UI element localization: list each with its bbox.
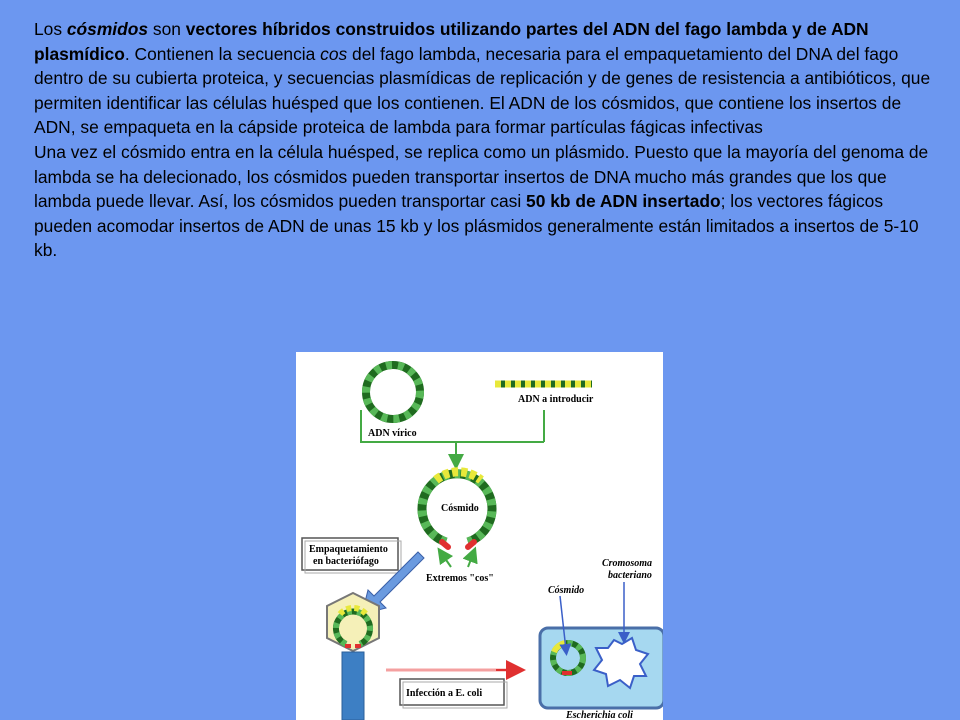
label-empaquetamiento-2: en bacteriófago (313, 556, 379, 567)
label-empaquetamiento-1: Empaquetamiento (309, 544, 388, 555)
paragraph-cosmids-replication (34, 140, 934, 263)
paragraph-cosmids-definition (34, 17, 934, 140)
bacteriophage (327, 593, 379, 720)
cos-arrow-left (442, 554, 451, 567)
label-cosmido-cell: Cósmido (548, 585, 585, 596)
text-run: son (148, 19, 186, 39)
label-adn-virico: ADN vírico (368, 428, 417, 439)
label-cromosoma-2: bacteriano (608, 570, 652, 581)
text-run: Una vez el cósmido entra en la célula huésped, se replica como un plásmido. Puesto que la mayoría del genoma de lambda se ha delecionado, los cósmidos pueden transportar insertos de DNA mucho más grandes que los que lambda puede llevar. Así, los cósmidos pueden transportar casi (34, 141, 929, 212)
bold-insert-size: 50 kb de ADN insertado (526, 191, 721, 212)
text-run: Los (34, 19, 67, 39)
label-extremos-cos: Extremos "cos" (426, 573, 494, 584)
label-adn-a-introducir: ADN a introducir (518, 394, 594, 405)
label-cosmido: Cósmido (441, 503, 479, 514)
label-infeccion: Infección a E. coli (406, 688, 483, 699)
text-run: ; los vectores fágicos pueden acomodar insertos de ADN de unas 15 kb y los plásmidos generalmente están limitados a insertos de 5-10 kb. (34, 191, 919, 261)
label-escherichia-coli: Escherichia coli (566, 710, 633, 720)
viral-dna-circle (366, 365, 420, 419)
text-run: . Contienen la secuencia (124, 43, 321, 64)
text-block (34, 17, 934, 263)
term-cos: cos (320, 43, 348, 64)
bold-definition: vectores híbridos construidos utilizando partes del ADN del fago lambda y de ADN plasmídico (34, 19, 869, 64)
text-run: del fago lambda, necesaria para el empaquetamiento del DNA del fago dentro de su cubierta proteica, y secuencias plasmídicas de replicación y de genes de resistencia a antibióticos, que permiten identificar las células huésped que los contienen. El ADN de los cósmidos, que contiene los insertos de ADN, se empaqueta en la cápside proteica de lambda para formar partículas fágicas infectivas (34, 43, 931, 138)
label-cromosoma-1: Cromosoma (602, 558, 653, 569)
cosmid-diagram-svg (296, 352, 663, 720)
term-cosmidos: cósmidos (66, 19, 149, 39)
cos-arrow-right (468, 554, 473, 567)
cosmid-diagram (296, 352, 663, 720)
